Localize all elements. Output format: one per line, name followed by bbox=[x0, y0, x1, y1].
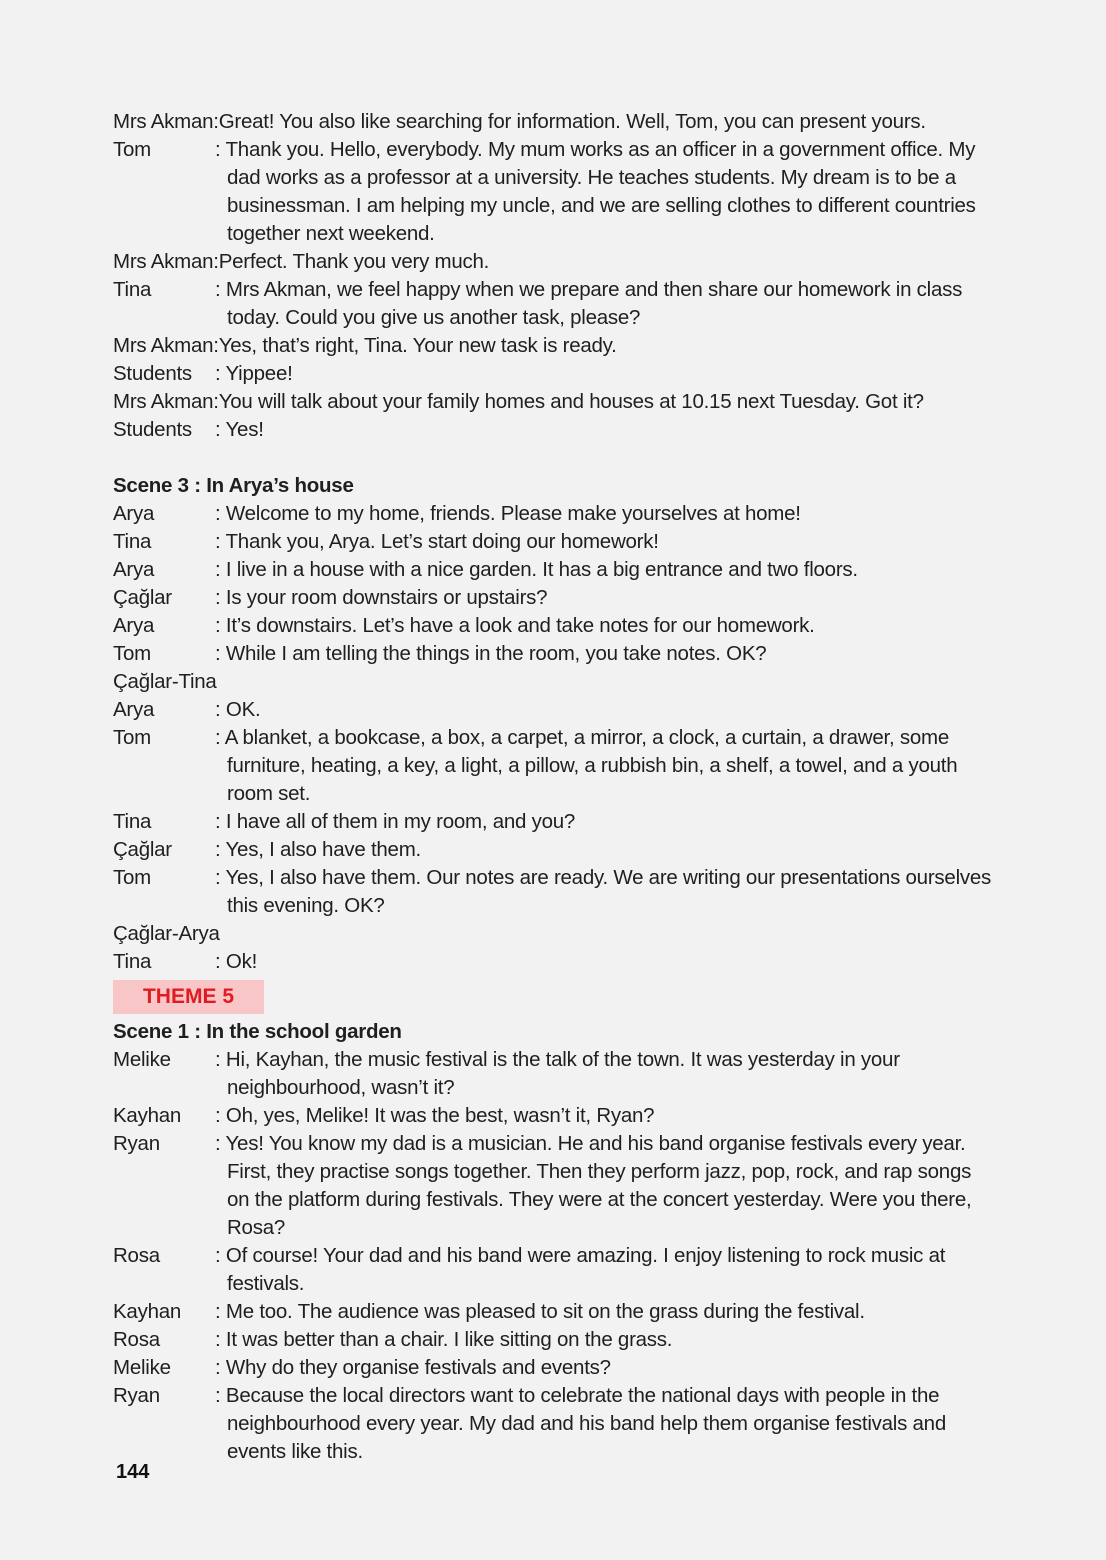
dialogue-scene-3 bbox=[113, 500, 1013, 976]
dialogue-line bbox=[113, 780, 1013, 808]
speaker-name: Rosa bbox=[113, 1244, 160, 1267]
speaker-name: Tom bbox=[113, 726, 151, 749]
scene-3-title: Scene 3 : In Arya’s house bbox=[113, 474, 354, 497]
dialogue-line bbox=[113, 1270, 1013, 1298]
dialogue-line bbox=[113, 220, 1013, 248]
utterance-text: Great! You also like searching for information. Well, Tom, you can present yours. bbox=[218, 110, 926, 133]
speaker-name: Mrs Akman bbox=[113, 390, 214, 413]
dialogue-scene-1 bbox=[113, 1046, 1013, 1466]
utterance-text: : Me too. The audience was pleased to sit on the grass during the festival. bbox=[215, 1300, 865, 1323]
utterance-text: : A blanket, a bookcase, a box, a carpet, a mirror, a clock, a curtain, a drawer, some bbox=[215, 726, 949, 749]
dialogue-line bbox=[113, 920, 1013, 948]
utterance-text: : Is your room downstairs or upstairs? bbox=[215, 586, 548, 609]
utterance-text: this evening. OK? bbox=[227, 894, 385, 917]
speaker-name: Arya bbox=[113, 558, 155, 581]
textbook-page bbox=[113, 108, 1013, 1466]
speaker-name: Tina bbox=[113, 810, 152, 833]
dialogue-line bbox=[113, 640, 1013, 668]
utterance-text: : Yes! You know my dad is a musician. He and his band organise festivals every year. bbox=[215, 1132, 966, 1155]
utterance-text: festivals. bbox=[227, 1272, 305, 1295]
speaker-name: Çağlar-Tina bbox=[113, 670, 217, 693]
dialogue-line bbox=[113, 1438, 1013, 1466]
speaker-name: Kayhan bbox=[113, 1104, 182, 1127]
dialogue-line bbox=[113, 1326, 1013, 1354]
dialogue-line bbox=[113, 1242, 1013, 1270]
dialogue-line bbox=[113, 1186, 1013, 1214]
page-number: 144 bbox=[116, 1461, 150, 1483]
utterance-text: : Thank you. Hello, everybody. My mum works as an officer in a government office. My bbox=[215, 138, 976, 161]
dialogue-line bbox=[113, 1214, 1013, 1242]
speaker-name: Arya bbox=[113, 614, 155, 637]
dialogue-line bbox=[113, 1046, 1013, 1074]
utterance-text: : Why do they organise festivals and events? bbox=[215, 1356, 611, 1379]
dialogue-line bbox=[113, 892, 1013, 920]
dialogue-line bbox=[113, 724, 1013, 752]
dialogue-line bbox=[113, 948, 1013, 976]
utterance-text bbox=[215, 920, 1013, 948]
utterance-text: : Yes! bbox=[215, 418, 264, 441]
dialogue-line bbox=[113, 304, 1013, 332]
utterance-text: : It was better than a chair. I like sitting on the grass. bbox=[215, 1328, 673, 1351]
dialogue-line bbox=[113, 808, 1013, 836]
speaker-name: Arya bbox=[113, 698, 155, 721]
dialogue-line bbox=[113, 360, 1013, 388]
dialogue-line bbox=[113, 696, 1013, 724]
dialogue-line bbox=[113, 528, 1013, 556]
dialogue-line bbox=[113, 1130, 1013, 1158]
utterance-text: : It’s downstairs. Let’s have a look and take notes for our homework. bbox=[215, 614, 815, 637]
dialogue-line bbox=[113, 192, 1013, 220]
dialogue-line bbox=[113, 332, 1013, 360]
speaker-name: Students bbox=[113, 362, 192, 385]
utterance-text: : Yippee! bbox=[215, 362, 293, 385]
utterance-text: together next weekend. bbox=[227, 222, 435, 245]
theme-badge: THEME 5 bbox=[113, 980, 264, 1014]
dialogue-line bbox=[113, 612, 1013, 640]
theme-heading bbox=[113, 976, 1013, 1018]
dialogue-line bbox=[113, 668, 1013, 696]
scene-1-title: Scene 1 : In the school garden bbox=[113, 1020, 402, 1043]
utterance-text: events like this. bbox=[227, 1440, 363, 1463]
dialogue-line bbox=[113, 836, 1013, 864]
speaker-name: Arya bbox=[113, 502, 155, 525]
utterance-text: Perfect. Thank you very much. bbox=[218, 250, 490, 273]
speaker-name: Çağlar bbox=[113, 838, 172, 861]
utterance-text: businessman. I am helping my uncle, and we are selling clothes to different countries bbox=[227, 194, 976, 217]
dialogue-line bbox=[113, 136, 1013, 164]
utterance-text: : Yes, I also have them. bbox=[215, 838, 421, 861]
dialogue-line bbox=[113, 108, 1013, 136]
dialogue-line bbox=[113, 556, 1013, 584]
dialogue-line bbox=[113, 1298, 1013, 1326]
utterance-text: : Welcome to my home, friends. Please make yourselves at home! bbox=[215, 502, 801, 525]
utterance-text: : I live in a house with a nice garden. It has a big entrance and two floors. bbox=[215, 558, 858, 581]
utterance-text: dad works as a professor at a university. He teaches students. My dream is to be a bbox=[227, 166, 956, 189]
utterance-text: room set. bbox=[227, 782, 311, 805]
dialogue-line bbox=[113, 1158, 1013, 1186]
utterance-text bbox=[215, 668, 1013, 696]
speaker-name: Tom bbox=[113, 138, 151, 161]
speaker-name: Melike bbox=[113, 1048, 171, 1071]
speaker-name: Tom bbox=[113, 642, 151, 665]
speaker-colon: : bbox=[213, 390, 219, 413]
speaker-colon: : bbox=[213, 110, 219, 133]
dialogue-line bbox=[113, 1102, 1013, 1130]
dialogue-line bbox=[113, 1074, 1013, 1102]
utterance-text: : Oh, yes, Melike! It was the best, wasn’t it, Ryan? bbox=[215, 1104, 655, 1127]
dialogue-line bbox=[113, 388, 1013, 416]
dialogue-line bbox=[113, 752, 1013, 780]
speaker-name: Çağlar-Arya bbox=[113, 922, 220, 945]
speaker-name: Mrs Akman bbox=[113, 250, 214, 273]
dialogue-line bbox=[113, 864, 1013, 892]
utterance-text: : Thank you, Arya. Let’s start doing our homework! bbox=[215, 530, 659, 553]
utterance-text: You will talk about your family homes and houses at 10.15 next Tuesday. Got it? bbox=[218, 390, 924, 413]
utterance-text: : Ok! bbox=[215, 950, 258, 973]
dialogue-line bbox=[113, 1410, 1013, 1438]
utterance-text: Yes, that’s right, Tina. Your new task is ready. bbox=[218, 334, 617, 357]
utterance-text: today. Could you give us another task, please? bbox=[227, 306, 641, 329]
speaker-name: Mrs Akman bbox=[113, 334, 214, 357]
dialogue-line bbox=[113, 416, 1013, 444]
speaker-name: Tina bbox=[113, 950, 152, 973]
speaker-name: Tom bbox=[113, 866, 151, 889]
utterance-text: furniture, heating, a key, a light, a pillow, a rubbish bin, a shelf, a towel, and a youth bbox=[227, 754, 958, 777]
speaker-name: Ryan bbox=[113, 1384, 160, 1407]
utterance-text: : Yes, I also have them. Our notes are ready. We are writing our presentations ourselves bbox=[215, 866, 992, 889]
speaker-name: Ryan bbox=[113, 1132, 160, 1155]
speaker-colon: : bbox=[213, 334, 219, 357]
spacer bbox=[113, 444, 1013, 472]
utterance-text: : I have all of them in my room, and you? bbox=[215, 810, 576, 833]
dialogue-line bbox=[113, 276, 1013, 304]
utterance-text: : Of course! Your dad and his band were amazing. I enjoy listening to rock music at bbox=[215, 1244, 946, 1267]
dialogue-line bbox=[113, 500, 1013, 528]
speaker-name: Çağlar bbox=[113, 586, 172, 609]
dialogue-line bbox=[113, 164, 1013, 192]
speaker-name: Mrs Akman bbox=[113, 110, 214, 133]
speaker-name: Kayhan bbox=[113, 1300, 182, 1323]
speaker-colon: : bbox=[213, 250, 219, 273]
utterance-text: neighbourhood, wasn’t it? bbox=[227, 1076, 455, 1099]
speaker-name: Tina bbox=[113, 530, 152, 553]
dialogue-line bbox=[113, 1354, 1013, 1382]
utterance-text: : OK. bbox=[215, 698, 261, 721]
utterance-text: : Because the local directors want to celebrate the national days with people in the bbox=[215, 1384, 940, 1407]
speaker-name: Melike bbox=[113, 1356, 171, 1379]
speaker-name: Tina bbox=[113, 278, 152, 301]
dialogue-line bbox=[113, 584, 1013, 612]
dialogue-section-1 bbox=[113, 108, 1013, 444]
speaker-name: Students bbox=[113, 418, 192, 441]
utterance-text: : Hi, Kayhan, the music festival is the talk of the town. It was yesterday in your bbox=[215, 1048, 900, 1071]
dialogue-line bbox=[113, 1382, 1013, 1410]
utterance-text: : While I am telling the things in the room, you take notes. OK? bbox=[215, 642, 767, 665]
dialogue-line bbox=[113, 248, 1013, 276]
utterance-text: Rosa? bbox=[227, 1216, 286, 1239]
utterance-text: neighbourhood every year. My dad and his band help them organise festivals and bbox=[227, 1412, 946, 1435]
utterance-text: First, they practise songs together. Then they perform jazz, pop, rock, and rap songs bbox=[227, 1160, 972, 1183]
speaker-name: Rosa bbox=[113, 1328, 160, 1351]
utterance-text: on the platform during festivals. They were at the concert yesterday. Were you there, bbox=[227, 1188, 972, 1211]
utterance-text: : Mrs Akman, we feel happy when we prepare and then share our homework in class bbox=[215, 278, 963, 301]
